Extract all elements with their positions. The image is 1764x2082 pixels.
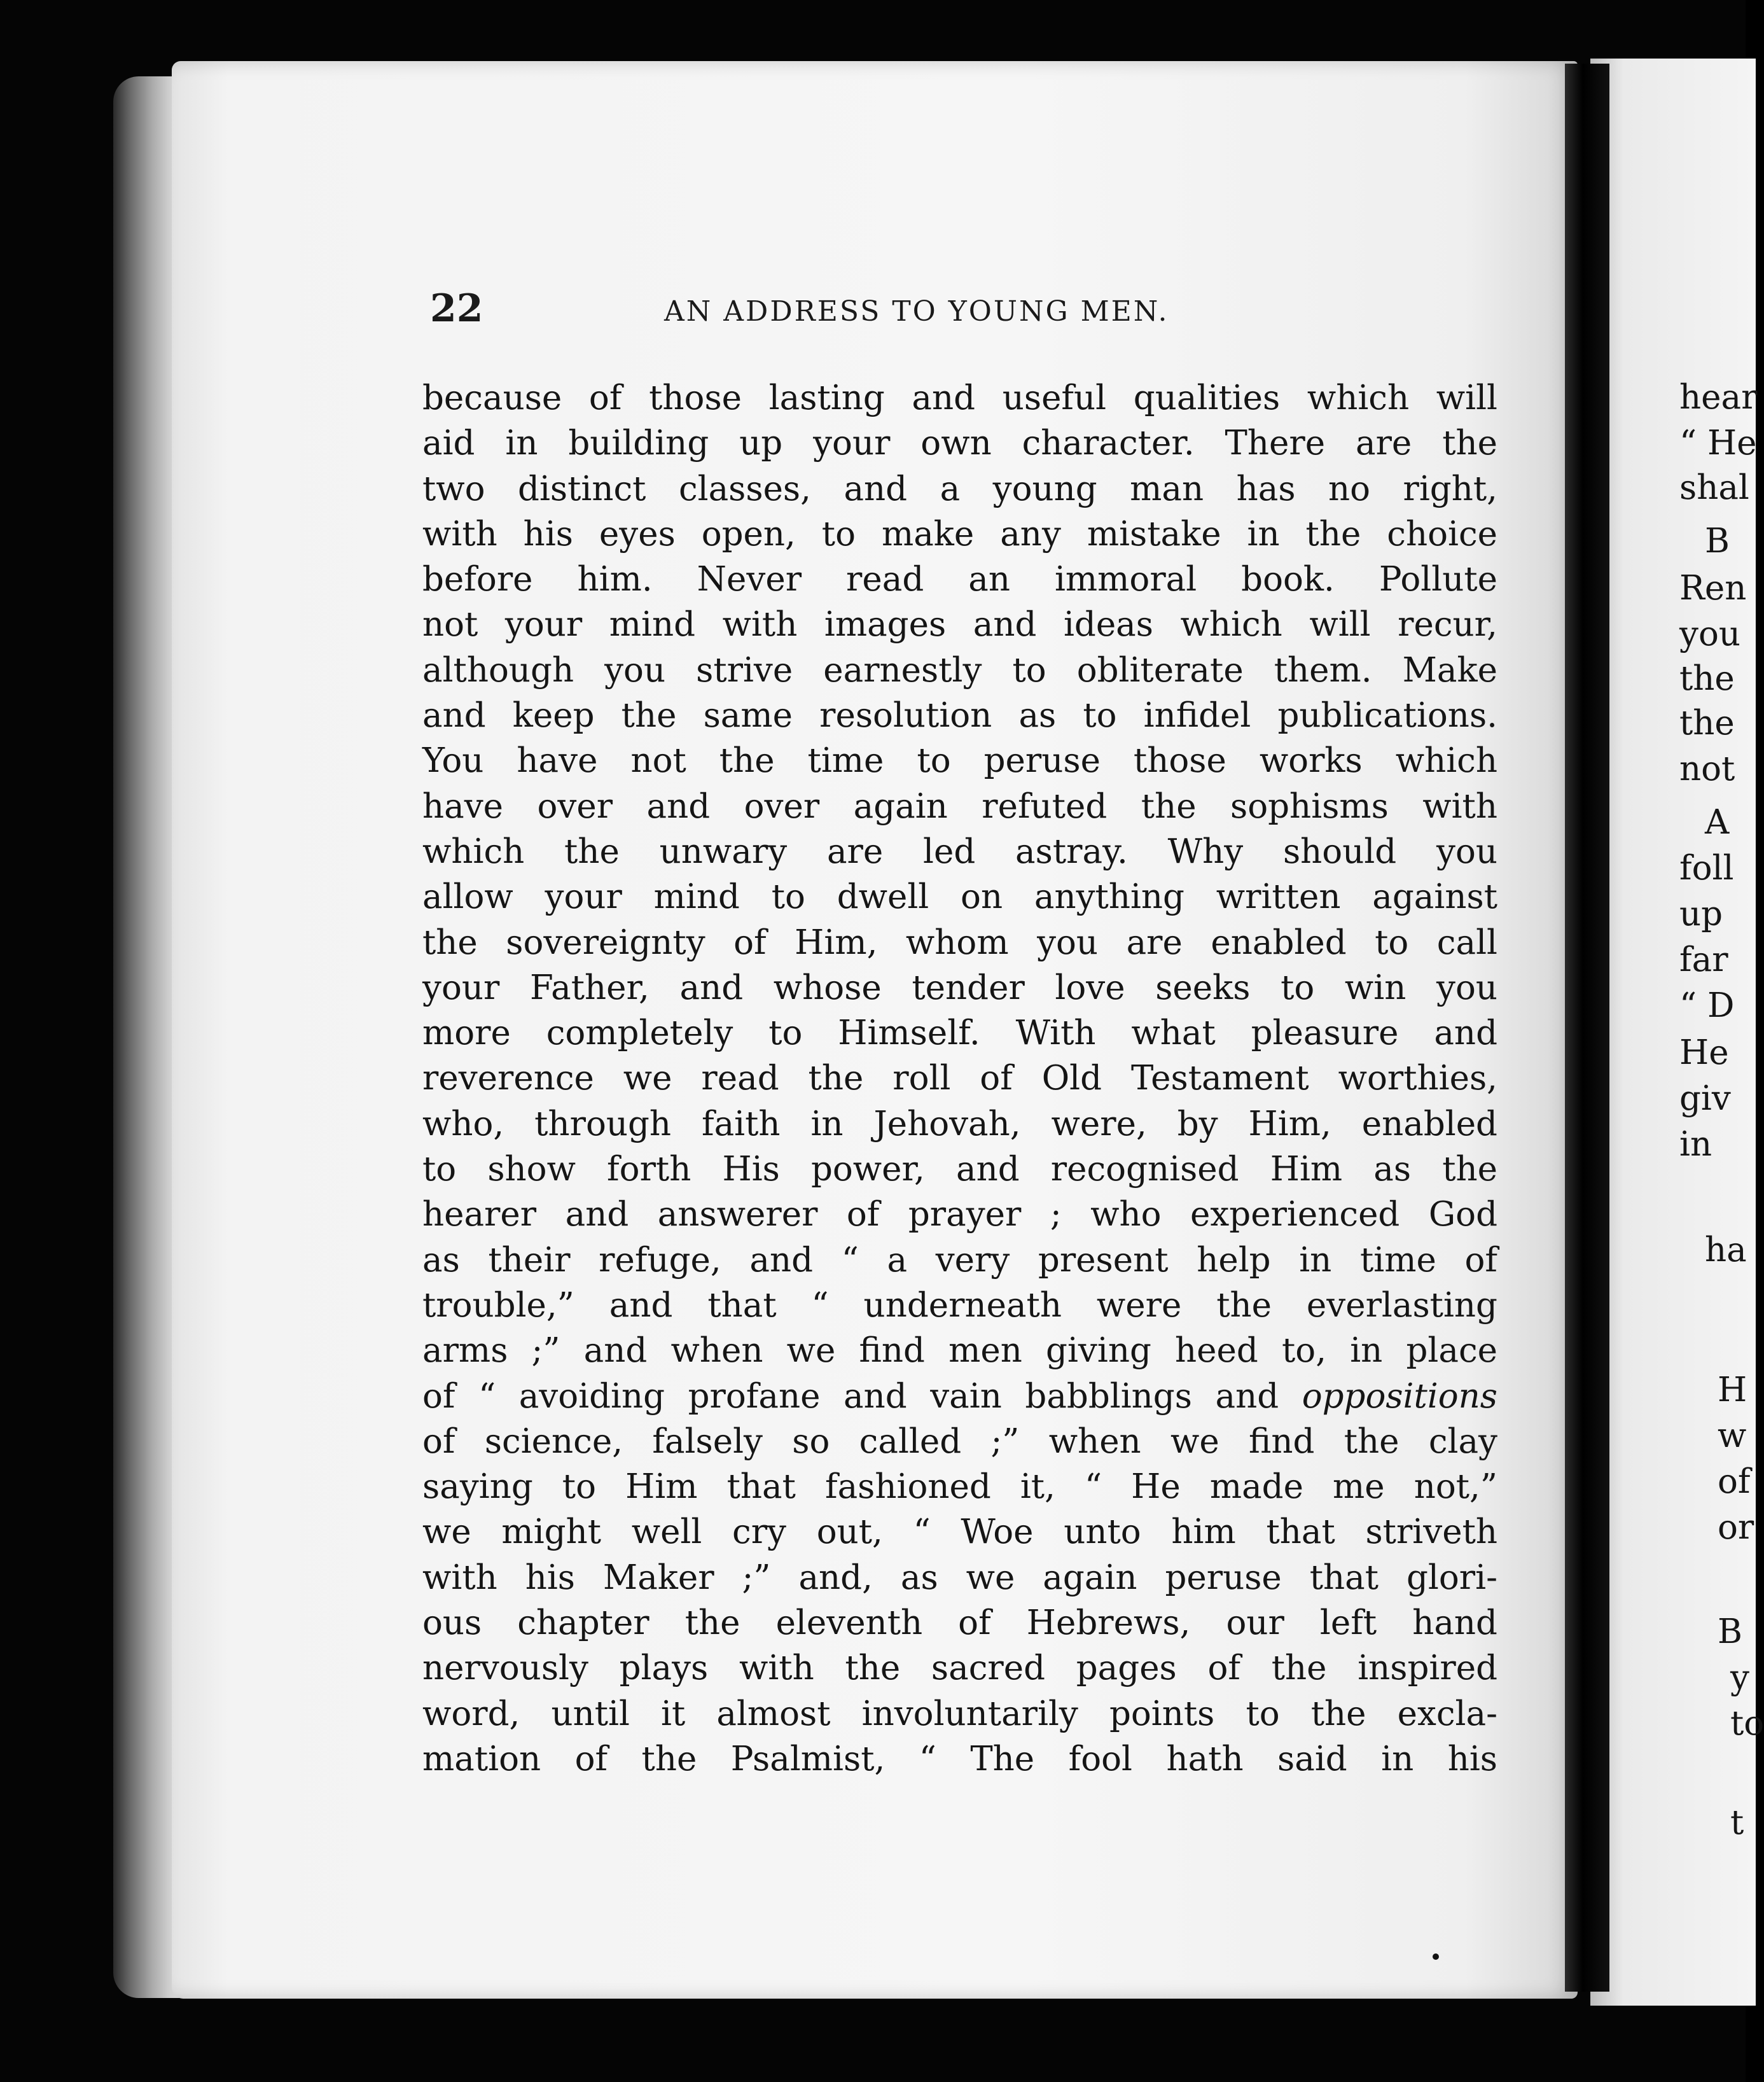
text-line: with his eyes open, to make any mistake in the choice xyxy=(422,514,1497,554)
running-head xyxy=(430,280,1270,337)
facing-page-fragment: “ He xyxy=(1679,424,1757,463)
text-line: arms ;” and when we find men giving heed to, in place xyxy=(422,1331,1497,1371)
facing-page-fragment: far xyxy=(1679,940,1728,979)
facing-page-fragment: Ren xyxy=(1679,569,1747,608)
facing-page-fragment: giv xyxy=(1679,1079,1731,1118)
text-line: saying to Him that fashioned it, “ He made me not,” xyxy=(422,1467,1497,1507)
running-head-title: AN ADDRESS TO YOUNG MEN. xyxy=(664,295,1169,328)
text-line: we might well cry out, “ Woe unto him that striveth xyxy=(422,1513,1497,1552)
text-line: have over and over again refuted the sophisms with xyxy=(422,786,1497,826)
text-line: before him. Never read an immoral book. Pollute xyxy=(422,560,1497,599)
text-line: although you strive earnestly to obliterate them. Make xyxy=(422,650,1497,690)
facing-page-fragment: B xyxy=(1705,522,1730,561)
text-line: and keep the same resolution as to infidel publications. xyxy=(422,696,1497,736)
facing-page-fragment: y xyxy=(1730,1658,1749,1697)
text-line: of “ avoiding profane and vain babblings and oppositions xyxy=(422,1376,1497,1416)
text-line: the sovereignty of Him, whom you are enabled to call xyxy=(422,923,1497,962)
text-line: allow your mind to dwell on anything written against xyxy=(422,877,1497,917)
facing-page-fragment: foll xyxy=(1679,849,1734,888)
text-line: which the unwary are led astray. Why should you xyxy=(422,832,1497,871)
text-line: reverence we read the roll of Old Testament worthies, xyxy=(422,1059,1497,1098)
facing-page-fragment: of xyxy=(1718,1462,1751,1501)
text-line: aid in building up your own character. There are the xyxy=(422,424,1497,463)
page-number: 22 xyxy=(430,286,483,331)
text-line: as their refuge, and “ a very present help in time of xyxy=(422,1240,1497,1280)
facing-page-fragment: the xyxy=(1679,704,1735,743)
facing-page-fragment: you xyxy=(1679,615,1740,653)
text-line: because of those lasting and useful qualities which will xyxy=(422,379,1497,417)
facing-page-fragment: hear xyxy=(1679,378,1758,417)
text-line: more completely to Himself. With what pleasure and xyxy=(422,1014,1497,1053)
text-line: with his Maker ;” and, as we again peruse that glori- xyxy=(422,1558,1497,1597)
facing-page-fragment: shal xyxy=(1679,468,1749,507)
facing-page-fragment: to xyxy=(1730,1704,1764,1743)
facing-page-fragment: He xyxy=(1679,1033,1729,1072)
facing-page-fragment: B xyxy=(1718,1612,1742,1651)
text-line: of science, falsely so called ;” when we find the clay xyxy=(422,1422,1497,1461)
facing-page-fragment: in xyxy=(1679,1125,1712,1164)
text-line: hearer and answerer of prayer ; who experienced God xyxy=(422,1195,1497,1234)
text-line: two distinct classes, and a young man has no right, xyxy=(422,469,1497,508)
facing-page-fragment: not xyxy=(1679,750,1735,788)
facing-page-fragment: t xyxy=(1730,1803,1744,1842)
facing-page-fragment: up xyxy=(1679,895,1723,933)
text-line: ous chapter the eleventh of Hebrews, our left hand xyxy=(422,1603,1497,1643)
facing-page-fragment: ha xyxy=(1705,1231,1747,1269)
facing-page-fragment: “ D xyxy=(1679,986,1735,1025)
text-line: word, until it almost involuntarily points to the excla- xyxy=(422,1694,1497,1733)
text-line: not your mind with images and ideas which will recur, xyxy=(422,605,1497,645)
text-line: your Father, and whose tender love seeks to win you xyxy=(422,968,1497,1007)
text-line: to show forth His power, and recognised Him as the xyxy=(422,1150,1497,1189)
facing-page-fragment: H xyxy=(1718,1371,1747,1409)
gutter-shadow xyxy=(1565,64,1609,1992)
facing-page-fragment: or xyxy=(1718,1508,1754,1547)
text-line: trouble,” and that “ underneath were the everlasting xyxy=(422,1285,1497,1325)
text-line: mation of the Psalmist, “ The fool hath said in his xyxy=(422,1739,1497,1778)
text-line: You have not the time to peruse those works which xyxy=(422,741,1497,781)
ink-speck xyxy=(1433,1953,1439,1960)
text-line: nervously plays with the sacred pages of the inspired xyxy=(422,1649,1497,1688)
facing-page-fragment: A xyxy=(1705,803,1730,842)
text-line: who, through faith in Jehovah, were, by Him, enabled xyxy=(422,1104,1497,1143)
facing-page-fragment: the xyxy=(1679,659,1735,698)
facing-page-fragment: w xyxy=(1718,1416,1747,1455)
body-text xyxy=(422,375,1497,1782)
